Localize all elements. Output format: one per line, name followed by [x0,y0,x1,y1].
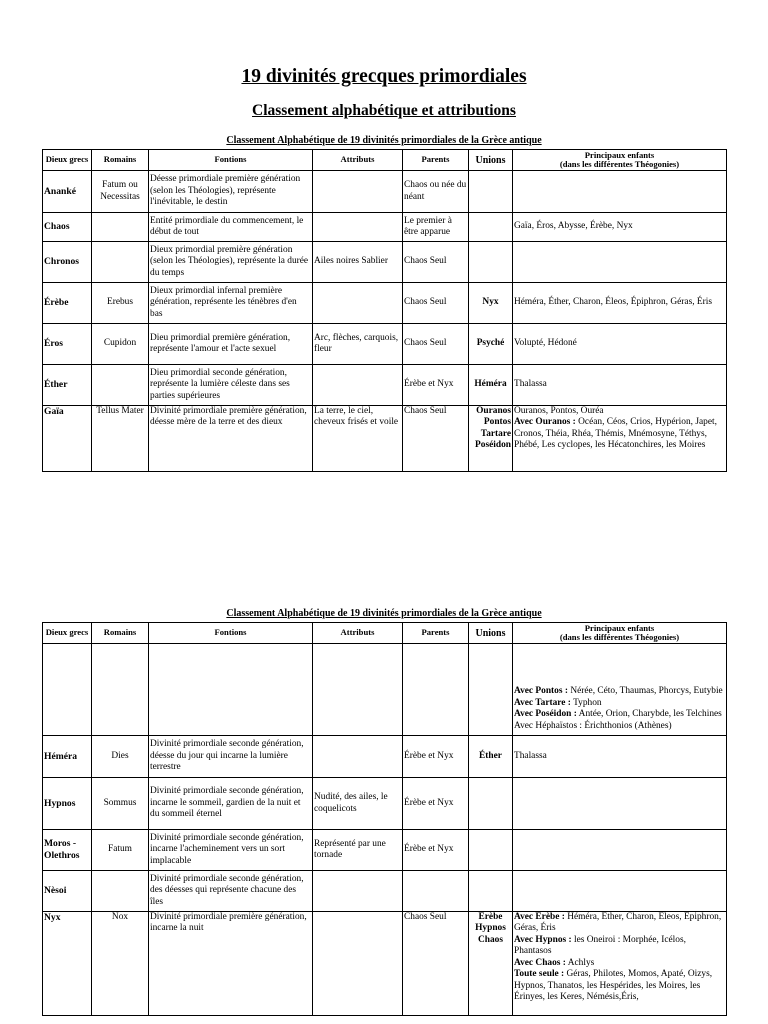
table-row [43,283,727,324]
union-name: Ouranos [476,406,511,416]
parents-cell: Chaos Seul [403,242,469,283]
attributes-cell [313,171,403,213]
deity-name: Chronos [43,242,92,283]
table-header-row [43,623,727,644]
children-cell: Héméra, Éther, Charon, Éleos, Épiphron, Géras, Éris [513,283,727,324]
function-cell: Entité primordiale du commencement, le début de tout [149,213,313,242]
header-unions: Unions [469,150,513,171]
union-name: Erèbe [478,912,503,922]
attributes-cell [313,871,403,912]
header-romains: Romains [92,623,149,644]
header-enfants: Principaux enfants (dans les différentes Théogonies) [513,150,727,171]
table-header-row [43,150,727,171]
attributes-cell: Nudité, des ailes, le coquelicots [313,778,403,830]
table-row [43,871,727,912]
function-cell: Dieu primordial seconde génération, représente la lumière céleste dans ses parties supérieures [149,365,313,406]
header-parents: Parents [403,150,469,171]
union-name: Poséidon [475,440,511,451]
union-name: Chaos [477,934,503,945]
function-cell: Dieu primordial première génération, représente l'amour et l'acte sexuel [149,324,313,365]
unions-cell [469,871,513,912]
header-enfants: Principaux enfants (dans les différentes Théogonies) [513,623,727,644]
header-romains: Romains [92,150,149,171]
deity-name: Moros - Olethros [43,830,92,871]
table-row [43,912,727,1016]
deity-name: Nèsoi [43,871,92,912]
roman-name: Sommus [92,778,149,830]
children-union-label: Avec Hypnos : [514,934,572,945]
children-line [514,721,725,732]
children-names: les Oneiroi : Morphée, Icélos, Phantasos [514,934,686,957]
unions-cell [469,644,513,736]
children-cell [513,912,727,1016]
roman-name [92,242,149,283]
table-row [43,778,727,830]
attributes-cell [313,644,403,736]
function-cell: Divinité primordiale seconde génération, incarne l'acheminement vers un sort implacable [149,830,313,871]
children-union-label: Avec Tartare : [514,697,571,708]
children-line [514,686,725,697]
unions-cell [469,213,513,242]
attributes-cell: Ailes noires Sablier [313,242,403,283]
children-names: Achlys [565,957,595,968]
function-cell: Divinité primordiale seconde génération, déesse du jour qui incarne la lumière terrestre [149,736,313,778]
deity-name: Hypnos [43,778,92,830]
attributes-cell [313,736,403,778]
header-parents: Parents [403,623,469,644]
deities-table-2 [42,622,727,1016]
parents-cell: Le premier à être apparue [403,213,469,242]
header-dieux: Dieux grecs [43,150,92,171]
deity-name: Éther [43,365,92,406]
children-cell [513,644,727,736]
children-names: Océan, Céos, Crios, Hypérion, Japet, Cronos, Théia, Rhéa, Thémis, Mnémosyne, Téthys, Phébé, Les cyclopes, les Hécatonchires, les Moires [514,417,717,451]
table-row [43,365,727,406]
parents-cell: Érèbe et Nyx [403,365,469,406]
deity-name [43,644,92,736]
roman-name: Fatum [92,830,149,871]
roman-name: Nox [92,912,149,1016]
unions-cell: Héméra [469,365,513,406]
children-line [514,958,725,969]
function-cell: Dieux primordial infernal première génération, représente les ténèbres d'en bas [149,283,313,324]
deity-name: Chaos [43,213,92,242]
table-caption-2: Classement Alphabétique de 19 divinités primordiales de la Grèce antique [226,608,542,619]
function-cell: Divinité primordiale première génération, incarne la nuit [149,912,313,1016]
parents-cell: Chaos Seul [403,283,469,324]
roman-name: Fatum ou Necessitas [92,171,149,213]
parents-cell: Érèbe et Nyx [403,778,469,830]
parents-cell: Chaos ou née du néant [403,171,469,213]
children-cell: Gaïa, Éros, Abysse, Érèbe, Nyx [513,213,727,242]
children-line [514,969,725,1003]
parents-cell [403,871,469,912]
header-unions: Unions [469,623,513,644]
table-row [43,830,727,871]
table-row [43,171,727,213]
deities-table-1 [42,149,727,472]
header-fonctions: Fontions [149,623,313,644]
table-row [43,242,727,283]
union-name: Pontos [483,417,511,428]
children-union-label: Avec Poséidon : [514,709,577,720]
children-union-label: Avec Erèbe : [514,912,565,922]
roman-name: Tellus Mater [92,406,149,472]
function-cell [149,644,313,736]
table-caption-1: Classement Alphabétique de 19 divinités primordiales de la Grèce antique [226,135,542,146]
children-line [514,417,725,451]
function-cell: Divinité primordiale seconde génération, des déesses qui représente chacune des îles [149,871,313,912]
children-cell [513,171,727,213]
children-union-label: Avec Chaos : [514,957,566,968]
children-cell [513,871,727,912]
union-name: Hypnos [475,923,506,934]
children-names: Nérée, Céto, Thaumas, Phorcys, Eutybie [567,686,723,697]
unions-cell [469,171,513,213]
roman-name [92,365,149,406]
function-cell: Divinité primordiale première génération, déesse mère de la terre et des dieux [149,406,313,472]
page-subtitle: Classement alphabétique et attributions [252,102,516,119]
children-names: Héméra, Ether, Charon, Eleos, Épiphron, Géras, Éris [514,912,722,934]
attributes-cell: La terre, le ciel, cheveux frisés et voile [313,406,403,472]
unions-cell [469,242,513,283]
children-cell [513,778,727,830]
children-union-label: Avec Ouranos : [514,417,576,428]
function-cell: Divinité primordiale seconde génération, incarne le sommeil, gardien de la nuit et du sommeil éternel [149,778,313,830]
unions-cell: Psyché [469,324,513,365]
header-fonctions: Fontions [149,150,313,171]
deity-name: Gaïa [43,406,92,472]
function-cell: Déesse primordiale première génération (selon les Théologies), représente l'inévitable, le destin [149,171,313,213]
children-line [514,709,725,720]
deity-name: Nyx [43,912,92,1016]
children-line: Ouranos, Pontos, Ouréa [514,406,604,416]
parents-cell [403,644,469,736]
unions-cell [469,830,513,871]
deity-name: Érèbe [43,283,92,324]
page-title: 19 divinités grecques primordiales [241,66,527,87]
children-cell: Volupté, Hédoné [513,324,727,365]
table-row [43,324,727,365]
children-names: Antée, Orion, Charybde, les Telchines [576,709,722,720]
children-union-label: Toute seule : [514,969,565,980]
union-name: Tartare [480,428,511,439]
attributes-cell: Représenté par une tornade [313,830,403,871]
unions-cell: Nyx [469,283,513,324]
unions-cell [469,778,513,830]
attributes-cell [313,213,403,242]
children-names: Typhon [570,697,602,708]
attributes-cell: Arc, flèches, carquois, fleur [313,324,403,365]
attributes-cell [313,912,403,1016]
unions-cell: Éther [469,736,513,778]
attributes-cell [313,283,403,324]
roman-name [92,644,149,736]
roman-name: Dies [92,736,149,778]
deity-name: Éros [43,324,92,365]
children-line [514,935,725,958]
parents-cell: Érèbe et Nyx [403,830,469,871]
table-row [43,736,727,778]
parents-cell: Chaos Seul [403,324,469,365]
deity-name: Ananké [43,171,92,213]
children-cell [513,830,727,871]
roman-name: Erebus [92,283,149,324]
header-dieux: Dieux grecs [43,623,92,644]
roman-name [92,213,149,242]
function-cell: Dieux primordial première génération (selon les Théologies), représente la durée du temps [149,242,313,283]
children-cell: Thalassa [513,736,727,778]
roman-name [92,871,149,912]
unions-cell [469,406,513,472]
header-attributs: Attributs [313,623,403,644]
children-cell [513,406,727,472]
parents-cell: Chaos Seul [403,406,469,472]
children-names: Avec Héphaïstos : Érichthonios (Athènes) [514,720,672,731]
children-line [514,698,725,709]
attributes-cell [313,365,403,406]
unions-cell [469,912,513,1016]
children-names: Géras, Philotes, Momos, Apaté, Oizys, Hypnos, Thanatos, les Hespérides, les Moires, les Érinyes, les Keres, Némésis,Éris, [514,969,713,1003]
children-cell [513,242,727,283]
table-row [43,644,727,736]
roman-name: Cupidon [92,324,149,365]
parents-cell: Chaos Seul [403,912,469,1016]
parents-cell: Érèbe et Nyx [403,736,469,778]
children-line [514,912,725,935]
children-union-label: Avec Pontos : [514,686,568,697]
table-row [43,406,727,472]
header-attributs: Attributs [313,150,403,171]
deity-name: Héméra [43,736,92,778]
children-cell: Thalassa [513,365,727,406]
table-row [43,213,727,242]
